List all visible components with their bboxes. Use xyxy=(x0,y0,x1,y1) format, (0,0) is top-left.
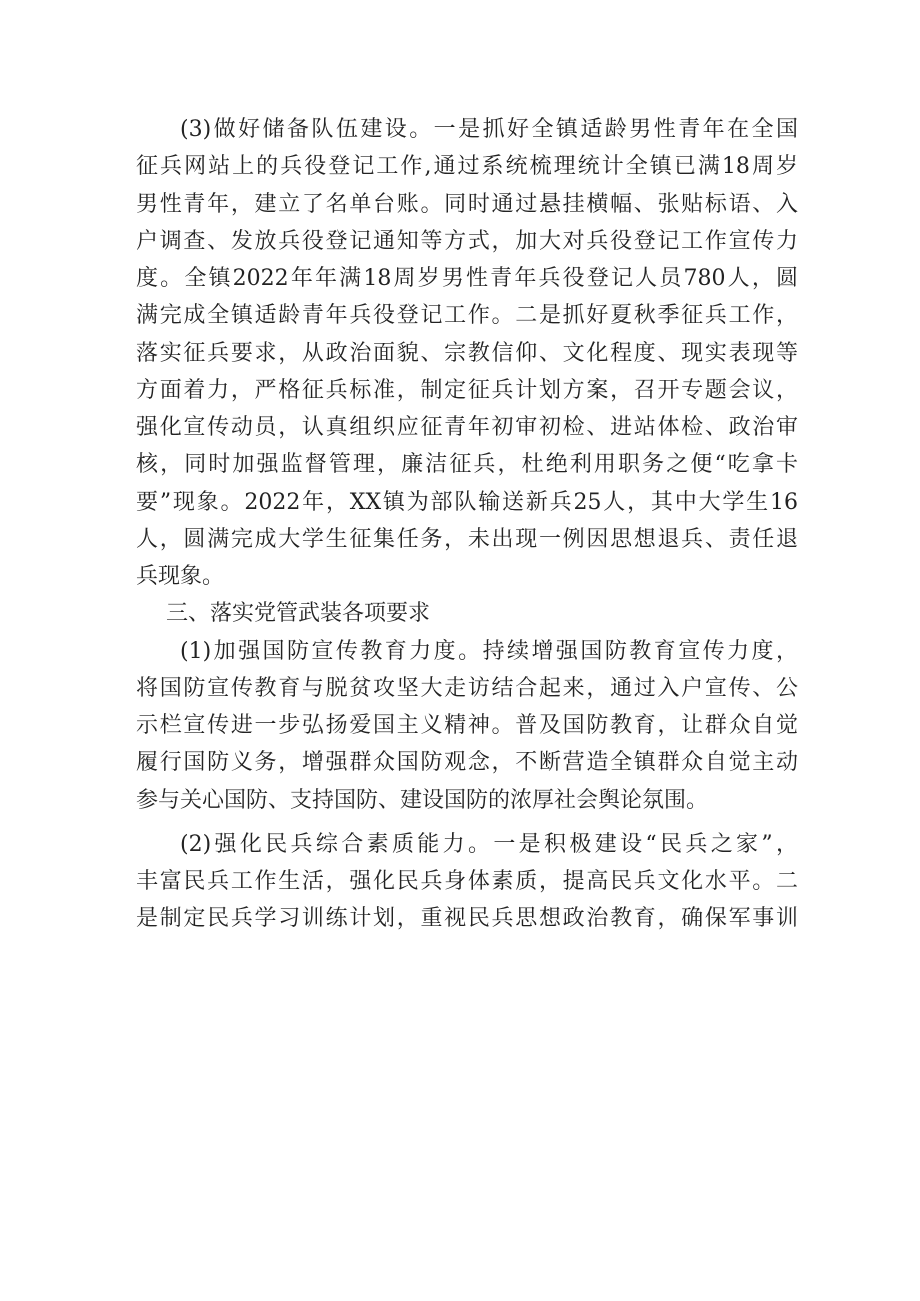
para-defense-education-line: 将国防宣传教育与脱贫攻坚大走访结合起来，通过入户宣传、公 xyxy=(136,675,798,701)
para-reserve-line: 度。全镇2022年年满18周岁男性青年兵役登记人员780人，圆 xyxy=(136,266,798,291)
para-reserve-line: 强化宣传动员，认真组织应征青年初审初检、进站体检、政治审 xyxy=(136,415,798,440)
para-militia-line: (2)强化民兵综合素质能力。一是积极建设“民兵之家”， xyxy=(180,831,798,857)
body-text xyxy=(136,111,798,938)
para-militia-line: 丰富民兵工作生活，强化民兵身体素质，提高民兵文化水平。二 xyxy=(136,869,798,894)
para-defense-education-line: (1)加强国防宣传教育力度。持续增强国防教育宣传力度， xyxy=(180,638,798,664)
para-reserve-line: 满完成全镇适龄青年兵役登记工作。二是抓好夏秋季征兵工作， xyxy=(136,303,798,329)
para-defense-education-line: 履行国防义务，增强群众国防观念，不断营造全镇群众自觉主动 xyxy=(136,750,798,776)
para-militia-line: 是制定民兵学习训练计划，重视民兵思想政治教育，确保军事训 xyxy=(136,906,798,932)
para-reserve-line: 兵现象。 xyxy=(136,564,225,589)
para-reserve-line: 男性青年，建立了名单台账。同时通过悬挂横幅、张贴标语、入 xyxy=(136,191,798,217)
para-reserve-line: 方面着力，严格征兵标准，制定征兵计划方案，召开专题会议， xyxy=(136,377,798,403)
para-defense-education-line: 示栏宣传进一步弘扬爱国主义精神。普及国防教育，让群众自觉 xyxy=(136,713,798,738)
para-reserve-line: 户调查、发放兵役登记通知等方式，加大对兵役登记工作宣传力 xyxy=(136,228,798,254)
para-defense-education-line: 参与关心国防、支持国防、建设国防的浓厚社会舆论氛围。 xyxy=(136,787,709,813)
para-reserve-line: 人，圆满完成大学生征集任务，未出现一例因思想退兵、责任退 xyxy=(136,526,798,552)
para-reserve-line: 核，同时加强监督管理，廉洁征兵，杜绝利用职务之便“吃拿卡 xyxy=(136,452,798,478)
para-reserve-line: 征兵网站上的兵役登记工作,通过系统梳理统计全镇已满18周岁 xyxy=(136,154,798,180)
para-reserve-line: 落实征兵要求，从政治面貌、宗教信仰、文化程度、现实表现等 xyxy=(136,340,798,366)
para-reserve-line: (3)做好储备队伍建设。一是抓好全镇适龄男性青年在全国 xyxy=(180,117,798,142)
section-heading: 三、落实党管武装各项要求 xyxy=(166,601,431,627)
para-reserve-line: 要”现象。2022年，XX镇为部队输送新兵25人，其中大学生16 xyxy=(136,489,798,515)
